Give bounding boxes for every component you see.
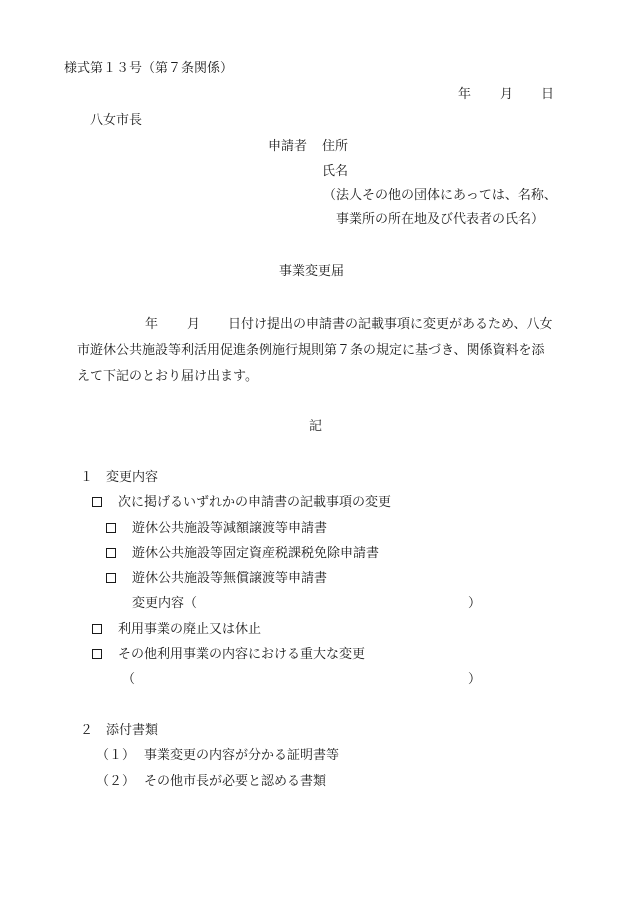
form-number: 様式第１３号（第７条関係） <box>64 61 234 76</box>
sub-option1-label: 遊休公共施設等減額譲渡等申請書 <box>132 521 328 536</box>
section1-heading: １ 変更内容 <box>80 470 159 485</box>
checkbox-option2[interactable] <box>92 623 102 636</box>
option3-close-paren: ） <box>468 672 482 687</box>
applicant-label: 申請者 <box>268 139 308 154</box>
section2-heading: ２ 添付書類 <box>80 723 159 738</box>
name-label: 氏名 <box>322 164 349 179</box>
sub-option3-label: 遊休公共施設等無償譲渡等申請書 <box>132 571 328 586</box>
addressee: 八女市長 <box>90 113 143 128</box>
checkbox-option3[interactable] <box>92 648 102 661</box>
ki-heading: 記 <box>309 419 323 434</box>
address-label: 住所 <box>322 139 349 154</box>
option1-label: 次に掲げるいずれかの申請書の記載事項の変更 <box>118 495 392 510</box>
body-line2: 市遊休公共施設等利活用促進条例施行規則第７条の規定に基づき、関係資料を添 <box>77 343 545 358</box>
date-day-label: 日 <box>541 87 555 102</box>
date-month-label: 月 <box>500 87 514 102</box>
change-content-close-paren: ） <box>468 596 482 611</box>
body-month-label: 月 <box>187 317 201 332</box>
date-year-label: 年 <box>458 87 472 102</box>
body-line3: えて下記のとおり届け出ます。 <box>77 369 258 384</box>
attachment-1-text: 事業変更の内容が分かる証明書等 <box>144 748 340 763</box>
document-title: 事業変更届 <box>279 264 345 279</box>
body-line1: 日付け提出の申請書の記載事項に変更があるため、八女 <box>228 317 553 332</box>
applicant-note-line2: 事業所の所在地及び代表者の氏名） <box>336 212 545 227</box>
checkbox-sub-option1[interactable] <box>106 522 116 535</box>
applicant-note-line1: （法人その他の団体にあっては、名称、 <box>323 188 557 203</box>
option3-label: その他利用事業の内容における重大な変更 <box>118 647 366 662</box>
checkbox-option1[interactable] <box>92 496 102 509</box>
attachment-2-text: その他市長が必要と認める書類 <box>144 774 327 789</box>
change-content-label: 変更内容（ <box>132 596 198 611</box>
sub-option2-label: 遊休公共施設等固定資産税課税免除申請書 <box>132 546 380 561</box>
checkbox-sub-option3[interactable] <box>106 572 116 585</box>
attachment-1-num: （１） <box>96 748 136 763</box>
option2-label: 利用事業の廃止又は休止 <box>118 622 262 637</box>
checkbox-sub-option2[interactable] <box>106 547 116 560</box>
attachment-2-num: （２） <box>96 774 136 789</box>
option3-open-paren: （ <box>122 672 136 687</box>
body-year-label: 年 <box>145 317 159 332</box>
